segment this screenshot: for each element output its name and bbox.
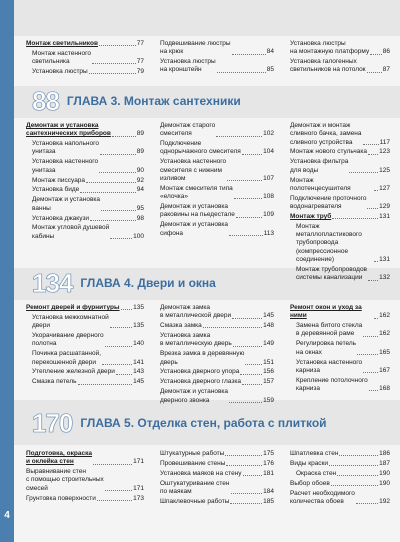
toc-entry[interactable] [160,350,274,367]
toc-entry-title: Подготовка, окраска и оклейка стен [26,450,92,466]
toc-entry-title: Демонтаж и установка сифона [160,221,229,237]
toc-entry-page: 109 [263,211,274,219]
toc-entry-page: 145 [263,312,274,320]
toc-entry-title: Установка замка в металлическую дверь [160,332,232,348]
toc-entry-title: Грунтовка поверхности [26,494,96,502]
dot-leader [357,354,378,355]
toc-section [26,304,390,405]
toc-entry[interactable] [290,223,390,264]
toc-entry-title: Выбор обоев [290,479,330,487]
toc-entry-title: Ремонт окон и уход за ними [290,304,362,320]
toc-entry-title: Виды краски [290,459,329,467]
toc-entry-page: 190 [379,469,390,477]
toc-entry-title: Установка маяков на стену [160,469,242,477]
toc-entry-title: Починка расшатанной, перекошенной двери [32,350,102,366]
toc-entry-page: 135 [133,304,144,311]
toc-entry-page: 181 [263,469,274,477]
chapter-header-3 [32,86,241,116]
dot-leader [236,217,262,218]
dot-leader [101,210,136,211]
dot-leader [332,218,378,219]
dot-leader [89,73,136,74]
toc-entry[interactable] [290,377,390,394]
dot-leader [242,384,262,385]
dot-leader [337,475,378,476]
toc-entry-page: 157 [263,378,274,386]
toc-entry-page: 92 [136,176,144,184]
dot-leader [100,154,136,155]
toc-entry-title: Установка люстры на кронштейн [160,58,216,74]
toc-entry[interactable] [26,350,144,367]
dot-leader [349,172,378,173]
toc-entry[interactable] [290,460,390,468]
toc-entry-page: 171 [133,484,144,492]
dot-leader [227,180,262,181]
toc-entry-page: 87 [382,66,390,74]
toc-column [290,122,390,283]
dot-leader [363,144,379,145]
dot-leader [110,238,132,239]
toc-entry[interactable] [26,186,144,194]
dot-leader [93,464,132,465]
dot-leader [232,54,266,55]
toc-entry-title: Монтаж полотенцесушителя [290,176,351,192]
toc-entry[interactable] [26,177,144,185]
toc-entry-page: 104 [263,148,274,156]
toc-entry[interactable] [290,470,390,478]
toc-entry-page: 145 [133,378,144,386]
toc-entry-page: 125 [379,166,390,174]
toc-entry-page: 100 [133,232,144,240]
dot-leader [229,235,263,236]
toc-entry-title: Смазка петель [32,378,77,386]
toc-entry-page: 167 [379,366,390,374]
toc-entry[interactable] [160,185,274,202]
toc-entry-page: 159 [263,396,274,404]
toc-entry-page: 176 [263,459,274,467]
toc-entry[interactable] [160,480,274,497]
toc-entry[interactable] [26,224,144,241]
dot-leader [203,327,262,328]
toc-entry[interactable] [160,498,274,506]
toc-column [160,40,274,76]
toc-entry-title: Подключение однорычажного смесителя [160,140,241,156]
toc-entry[interactable] [160,470,274,478]
toc-entry-title: Монтаж смесителя типа «елочка» [160,184,233,201]
dot-leader [121,309,133,310]
toc-entry[interactable] [160,450,274,458]
toc-entry[interactable] [26,368,144,376]
dot-leader [78,384,133,385]
toc-section [26,40,390,76]
toc-entry[interactable] [160,332,274,349]
toc-entry[interactable] [26,378,144,386]
toc-entry-title: Врезка замка в деревянную дверь [160,350,245,366]
toc-entry-page: 175 [263,450,274,457]
toc-entry-page: 127 [379,184,390,192]
dot-leader [240,374,262,375]
dot-leader [232,318,262,319]
toc-entry-page: 140 [133,340,144,348]
dot-leader [367,208,378,209]
chapter-title: ГЛАВА 3. Монтаж сантехники [66,94,241,108]
toc-entry-page: 171 [133,458,144,466]
toc-entry[interactable] [26,140,144,157]
chapter-title: ГЛАВА 4. Двери и окна [80,276,216,290]
toc-entry-title: Укорачивание дверного полотна [32,332,104,348]
toc-entry-page: 173 [133,494,144,502]
toc-entry-page: 94 [136,186,144,194]
toc-section-heading[interactable] [26,304,144,312]
toc-entry[interactable] [290,490,390,507]
toc-entry[interactable] [160,368,274,376]
toc-entry-title: Провешивание стены [160,459,226,467]
toc-entry[interactable] [160,58,274,75]
toc-entry[interactable] [26,158,144,175]
toc-entry-page: 132 [379,274,390,282]
toc-entry-title: Шпаклевочные работы [160,497,230,505]
toc-entry[interactable] [290,177,390,194]
toc-entry[interactable] [290,40,390,57]
toc-entry-page: 107 [263,174,274,182]
toc-entry-page: 149 [263,340,274,348]
toc-entry[interactable] [26,215,144,223]
toc-column [26,450,144,506]
toc-column [26,40,144,76]
dot-leader [226,465,262,466]
dot-leader [225,455,262,456]
toc-entry-page: 131 [379,256,390,264]
toc-entry[interactable] [290,58,390,75]
toc-entry[interactable] [26,495,144,503]
toc-section [26,450,390,506]
toc-entry-title: Ремонт дверей и фурнитуры [26,304,120,311]
dot-leader [356,503,378,504]
toc-entry-page: 129 [379,203,390,211]
toc-entry-page: 162 [379,312,390,320]
toc-entry-title: Установка настенного смесителя с нижним изливом [160,158,227,182]
toc-entry-title: Демонтаж и установка раковины на пьедестале [160,203,235,219]
toc-entry-title: Установка фильтра для воды [290,158,349,174]
toc-entry-page: 141 [133,358,144,366]
toc-entry-title: Выравнивание стен с помощью строительных смесей [26,468,104,492]
dot-leader [99,172,136,173]
toc-entry[interactable] [26,314,144,331]
dot-leader [234,198,262,199]
toc-entry-page: 156 [263,368,274,376]
dot-leader [231,493,263,494]
toc-entry-page: 151 [263,358,274,366]
toc-entry-page: 143 [133,368,144,376]
dot-leader [80,192,135,193]
toc-entry-title: Установка напольного унитаза [32,140,99,156]
toc-entry[interactable] [26,50,144,67]
toc-entry-page: 95 [136,204,144,212]
toc-entry[interactable] [290,322,390,339]
dot-leader [229,402,262,403]
toc-entry[interactable] [26,68,144,76]
toc-entry-page: 162 [379,330,390,338]
toc-entry-title: Установка межкомнатной двери [32,313,109,330]
toc-entry-page: 131 [379,212,390,220]
toc-column [290,450,390,506]
toc-entry-page: 192 [379,497,390,505]
toc-entry-title: Регулировка петель на окнах [296,340,357,356]
dot-leader [230,503,262,504]
toc-entry-title: Монтаж настенного светильника [32,49,91,66]
toc-entry-page: 89 [136,148,144,156]
toc-entry-title: Демонтаж и установка ванны [32,196,101,212]
toc-section-heading[interactable] [290,213,390,221]
toc-entry[interactable] [160,460,274,468]
toc-entry-title: Демонтаж старого смесителя [160,122,216,138]
toc-column [26,304,144,405]
dot-leader [217,72,266,73]
chapter-number: 88 [32,85,59,116]
dot-leader [243,475,263,476]
toc-entry[interactable] [160,40,274,57]
dot-leader [329,465,378,466]
toc-entry-title: Установка биде [32,186,80,194]
dot-leader [245,364,262,365]
toc-entry[interactable] [160,122,274,139]
toc-column [160,122,274,283]
toc-section-heading[interactable] [290,304,390,321]
toc-entry[interactable] [160,221,274,238]
page-number: 4 [4,510,10,521]
toc-entry[interactable] [290,195,390,212]
toc-entry[interactable] [160,304,274,321]
toc-entry-page: 108 [263,193,274,201]
toc-entry-title: Крепление потолочного карниза [296,376,368,393]
chapter-header-5 [32,408,327,438]
toc-entry-page: 89 [136,130,144,138]
toc-entry-title: Установка люстры [32,68,88,76]
toc-entry-page: 165 [379,348,390,356]
toc-entry-page: 113 [263,229,274,237]
dot-leader [374,318,378,319]
dot-leader [370,54,382,55]
dot-leader [90,220,136,221]
toc-entry-page: 85 [266,66,274,74]
toc-entry-title: Смазка замка [160,322,202,330]
toc-section-heading[interactable] [26,40,144,48]
toc-entry-page: 184 [263,487,274,495]
toc-entry-title: Монтаж светильников [26,40,98,47]
dot-leader [92,63,136,64]
toc-entry-page: 185 [263,497,274,505]
toc-entry-page: 186 [379,450,390,457]
toc-entry-title: Монтаж трубопроводов системы канализации [296,265,368,282]
dot-leader [105,490,132,491]
toc-entry-title: Оштукатуривание стен по маякам [160,479,230,495]
toc-entry-title: Шпатлевка стен [290,450,339,457]
toc-entry-title: Монтаж угловой душевой кабины [32,224,110,240]
toc-column [290,40,390,76]
toc-entry-page: 117 [379,138,390,146]
dot-leader [374,261,378,262]
toc-entry-title: Установка галогенных светильников на потолок [290,58,366,74]
chapter-number: 170 [32,407,73,438]
toc-entry-page: 168 [379,385,390,393]
dot-leader [116,374,132,375]
dot-leader [363,336,378,337]
toc-column [290,304,390,405]
dot-leader [331,485,378,486]
dot-leader [102,364,132,365]
toc-entry-page: 86 [382,48,390,56]
dot-leader [374,190,378,191]
toc-entry-page: 190 [379,479,390,487]
toc-entry[interactable] [290,122,390,147]
dot-leader [110,327,132,328]
toc-entry[interactable] [26,332,144,349]
toc-entry[interactable] [290,450,390,458]
dot-leader [216,136,262,137]
dot-leader [242,154,262,155]
dot-leader [105,346,133,347]
toc-entry[interactable] [290,340,390,357]
toc-entry-title: Подключение проточного водонагревателя [290,194,367,211]
toc-entry[interactable] [290,359,390,376]
toc-entry-page: 79 [136,68,144,76]
toc-entry-title: Замена битого стекла в деревянной раме [296,322,363,338]
toc-entry-title: Демонтаж и монтаж сливного бачка, замена сливного устройства [290,122,362,146]
toc-entry-page: 135 [133,322,144,330]
toc-entry-page: 77 [136,40,144,47]
toc-entry-page: 123 [379,148,390,156]
dot-leader [368,154,378,155]
toc-entry-title: Установка настенного унитаза [32,158,99,174]
toc-entry[interactable] [160,203,274,220]
toc-entry-title: Установка дверного упора [160,368,240,376]
dot-leader [86,182,136,183]
dot-leader [363,372,378,373]
toc-entry-title: Демонтаж и установка сантехнических приборов [26,122,111,138]
toc-entry[interactable] [290,480,390,488]
toc-entry-title: Штукатурные работы [160,450,225,457]
toc-entry[interactable] [160,378,274,386]
toc-entry-title: Демонтаж и установка дверного звонка [160,388,229,404]
toc-column [160,304,274,405]
page-sidebar [0,0,14,542]
toc-entry[interactable] [160,322,274,330]
toc-entry-title: Окраска стен [296,469,337,477]
toc-entry-title: Монтаж металлопластикового трубопровода (компрессионное соединение) [296,222,362,264]
toc-entry-title: Установка настенного карниза [296,358,363,374]
toc-entry-page: 187 [379,459,390,467]
toc-entry-title: Монтаж труб [290,212,332,220]
toc-entry[interactable] [160,140,274,157]
dot-leader [369,390,378,391]
toc-entry-title: Утепление железной двери [32,368,115,376]
toc-entry-title: Демонтаж замка в металлической двери [160,304,232,320]
dot-leader [112,136,136,137]
toc-column [160,450,274,506]
dot-leader [233,346,262,347]
toc-entry[interactable] [160,158,274,183]
toc-column [26,122,144,283]
chapter-title: ГЛАВА 5. Отделка стен, работа с плиткой [80,416,327,430]
toc-entry[interactable] [26,196,144,213]
toc-entry[interactable] [160,388,274,405]
toc-entry-page: 84 [266,48,274,56]
toc-entry-title: Расчет необходимого количества обоев [290,489,355,505]
toc-entry-page: 77 [136,58,144,66]
toc-section-heading[interactable] [26,122,144,139]
toc-entry-title: Подвешивание люстры на крюк [160,40,231,56]
toc-entry-page: 102 [263,130,274,138]
toc-entry-title: Монтаж нового стульчака [290,148,367,156]
toc-section [26,122,390,283]
toc-section-heading[interactable] [26,450,144,467]
dot-leader [97,500,132,501]
dot-leader [339,455,378,456]
toc-entry-page: 148 [263,322,274,330]
toc-entry-page: 98 [136,214,144,222]
dot-leader [367,72,382,73]
toc-entry-title: Установка люстры на монтажную платформу [290,40,370,56]
toc-entry[interactable] [26,468,144,493]
dot-leader [99,45,136,46]
toc-entry[interactable] [290,266,390,283]
dot-leader [368,280,378,281]
toc-entry-page: 90 [136,166,144,174]
toc-entry[interactable] [290,148,390,156]
chapter-number: 134 [32,267,73,298]
toc-entry-title: Установка дверного глазка [160,378,241,386]
toc-entry-title: Установка джакузи [32,214,90,222]
toc-entry[interactable] [290,158,390,175]
toc-entry-title: Монтаж писсуара [32,176,86,184]
